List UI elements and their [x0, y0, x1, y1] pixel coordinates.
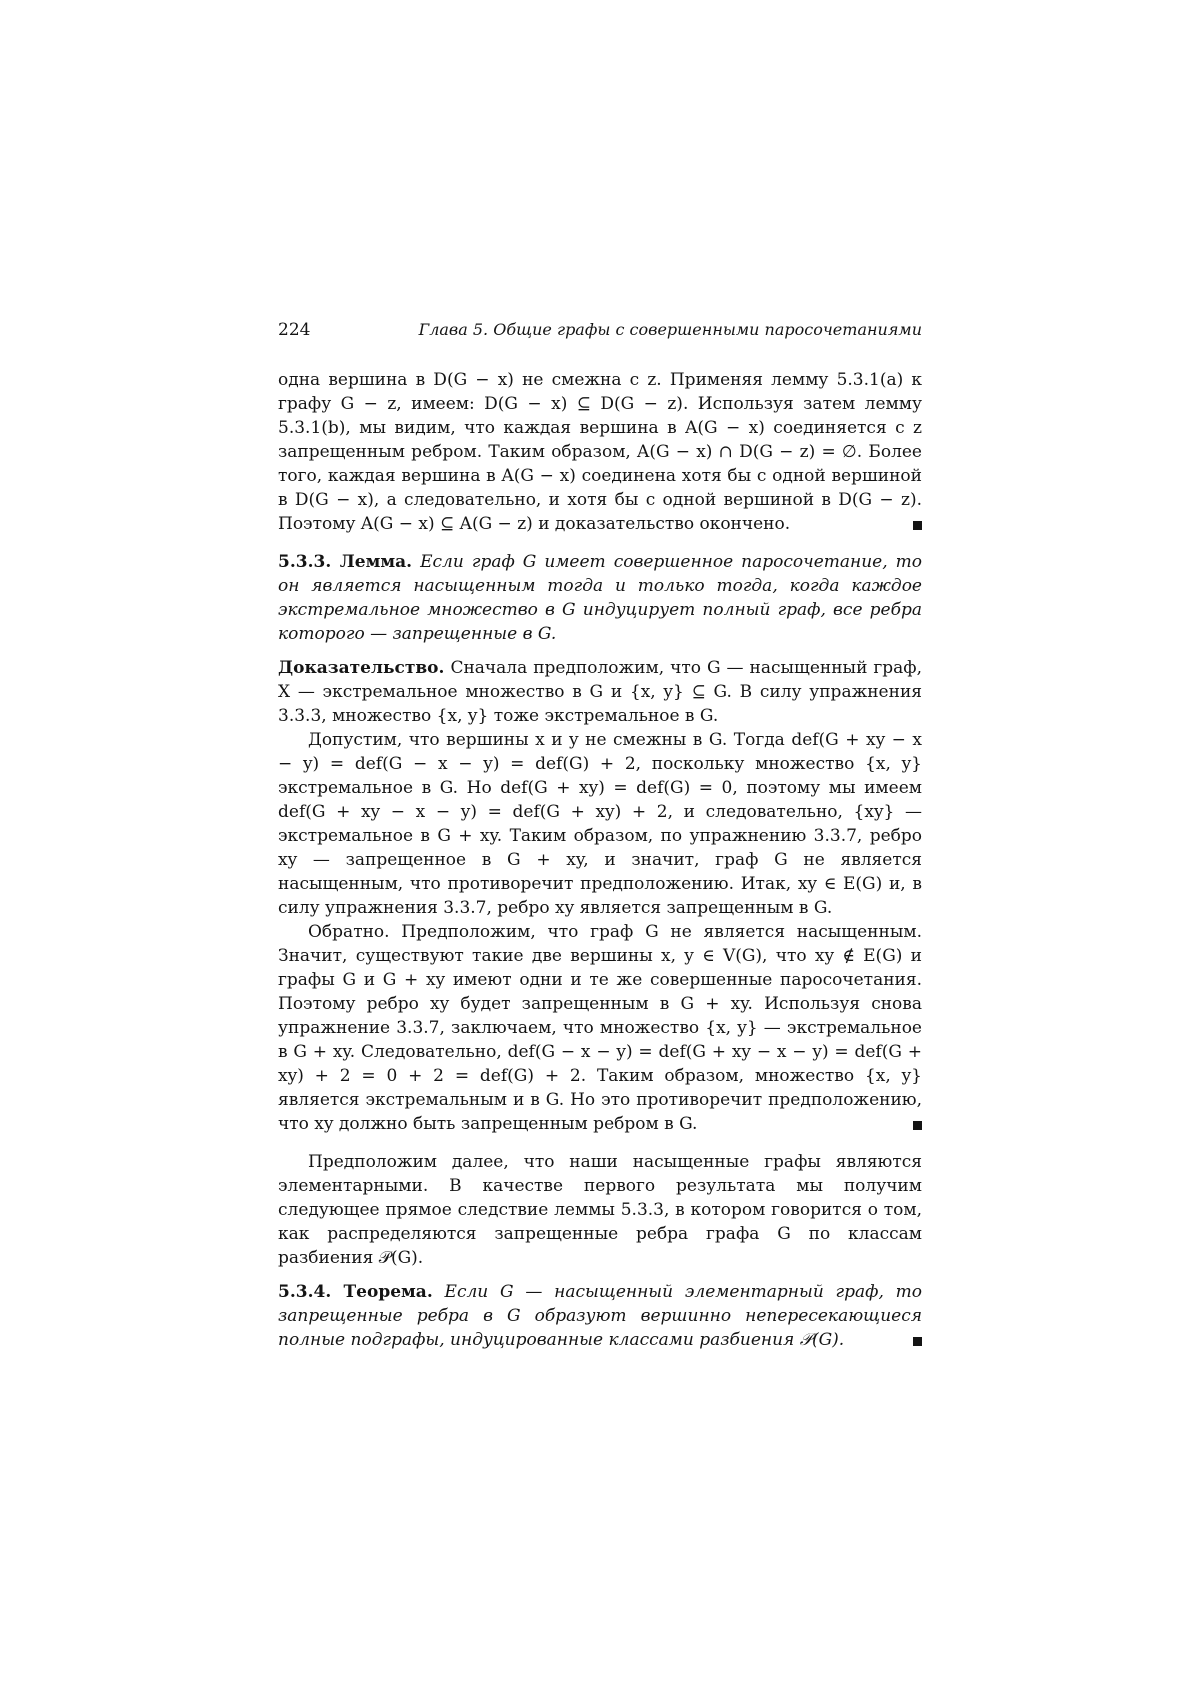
- end-of-proof-icon: [913, 1337, 922, 1346]
- lemma-label: 5.3.3. Лемма.: [278, 552, 413, 572]
- proof-paragraph-3-text: Обратно. Предположим, что граф G не является насыщенным. Значит, существуют такие две вершины x, y ∈ V(G), что xy ∉ E(G) и графы G и G + xy имеют одни и те же совершенные паросочетания. Поэтому ребро xy будет запрещенным в G + xy. Используя снова упражнение 3.3.7, заключаем, что множество {x, y} — экстремальное в G + xy. Следовательно, def(G − x − y) = def(G + xy − x − y) = def(G + xy) + 2 = 0 + 2 = def(G) + 2. Таким образом, множество {x, y} является экстремальным и в G. Но это противоречит предположению, что xy должно быть запрещенным ребром в G.: [278, 922, 922, 1134]
- page-number: 224: [278, 320, 311, 340]
- proof-paragraph-2: Допустим, что вершины x и y не смежны в G. Тогда def(G + xy − x − y) = def(G − x − y) = def(G) + 2, поскольку множество {x, y} экстремальное в G. Но def(G + xy) = def(G) = 0, поэтому мы имеем def(G + xy − x − y) = def(G + xy) + 2, и следовательно, {xy} — экстремальное в G + xy. Таким образом, по упражнению 3.3.7, ребро xy — запрещенное в G + xy, и значит, граф G не является насыщенным, что противоречит предположению. Итак, xy ∈ E(G) и, в силу упражнения 3.3.7, ребро xy является запрещенным в G.: [278, 730, 922, 918]
- proof-paragraph-1: [278, 656, 922, 728]
- end-of-proof-icon: [913, 1121, 922, 1130]
- paragraph-1-text: одна вершина в D(G − x) не смежна с z. Применяя лемму 5.3.1(a) к графу G − z, имеем: D(G − x) ⊆ D(G − z). Используя затем лемму 5.3.1(b), мы видим, что каждая вершина в A(G − x) соединяется с z запрещенным ребром. Таким образом, A(G − x) ∩ D(G − z) = ∅. Более того, каждая вершина в A(G − x) соединена хотя бы с одной вершиной в D(G − x), а следовательно, и хотя бы с одной вершиной в D(G − z). Поэтому A(G − x) ⊆ A(G − z) и доказательство окончено.: [278, 370, 922, 534]
- lemma-text: Если граф G имеет совершенное паросочетание, то он является насыщенным тогда и только тогда, когда каждое экстремальное множество в G индуцирует полный граф, все ребра которого — запрещенные в G.: [278, 552, 922, 644]
- theorem-label: 5.3.4. Теорема.: [278, 1282, 433, 1302]
- paragraph-next: Предположим далее, что наши насыщенные графы являются элементарными. В качестве первого результата мы получим следующее прямое следствие леммы 5.3.3, в котором говорится о том, как распределяются запрещенные ребра графа G по классам разбиения 𝒫(G).: [278, 1152, 922, 1268]
- proof-paragraph-1-text: Сначала предположим, что G — насыщенный граф, X — экстремальное множество в G и {x, y} ⊆ G. В силу упражнения 3.3.3, множество {x, y} тоже экстремальное в G.: [278, 658, 923, 726]
- page-content: [278, 320, 922, 1352]
- proof-label: Доказательство.: [278, 658, 445, 678]
- end-of-proof-icon: [913, 521, 922, 530]
- proof-paragraph-3: [278, 920, 922, 1136]
- theorem-text: Если G — насыщенный элементарный граф, то запрещенные ребра в G образуют вершинно непересекающиеся полные подграфы, индуцированные классами разбиения 𝒫(G).: [278, 1282, 922, 1350]
- chapter-title: Глава 5. Общие графы с совершенными паросочетаниями: [418, 320, 922, 339]
- theorem-5-3-4: [278, 1280, 922, 1352]
- lemma-5-3-3: [278, 550, 922, 646]
- paragraph-1: [278, 368, 922, 536]
- running-header: [278, 320, 922, 344]
